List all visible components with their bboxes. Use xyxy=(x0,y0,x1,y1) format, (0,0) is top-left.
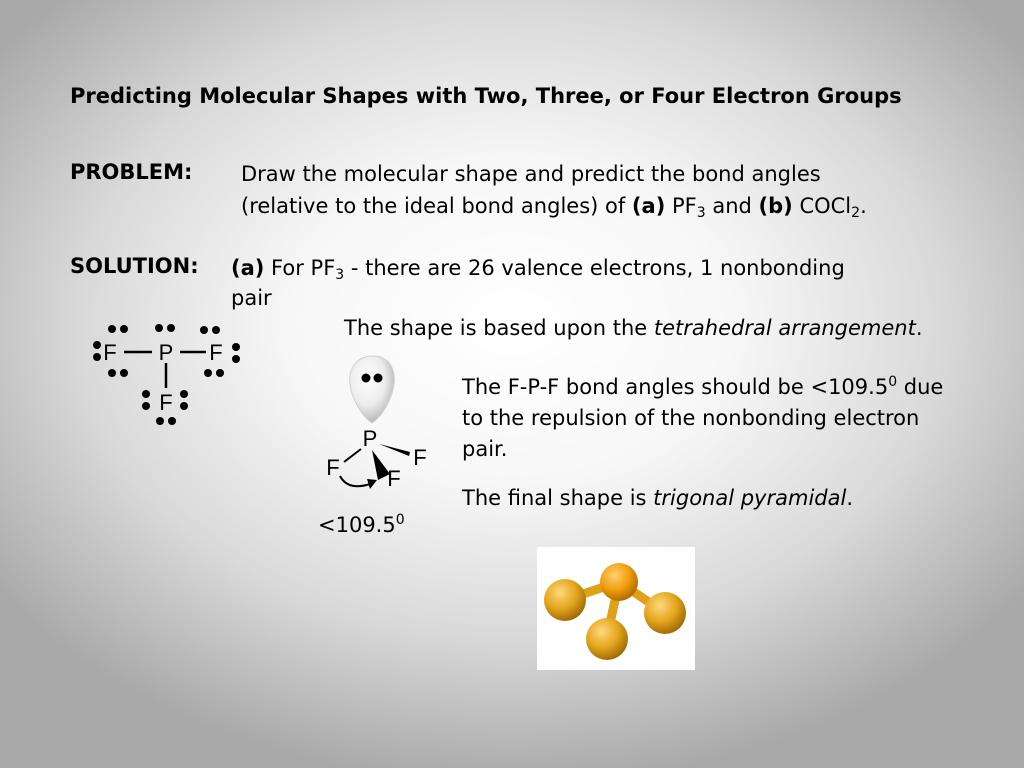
lewis-atom-f-left: F xyxy=(103,340,117,365)
phosphorus-atom-ball xyxy=(600,563,638,601)
formula-pf: PF xyxy=(671,194,697,218)
problem-line-1: Draw the molecular shape and predict the bond angles xyxy=(241,162,821,186)
ball-and-stick-model-image xyxy=(537,547,695,670)
solution-line-2: pair xyxy=(231,286,272,310)
problem-line-2 xyxy=(241,190,867,222)
solution-rest: - there are 26 valence electrons, 1 nonbonding xyxy=(344,256,845,280)
shape-arrangement-text xyxy=(344,312,923,344)
solution-label: SOLUTION: xyxy=(70,254,199,278)
degree-superscript: 0 xyxy=(888,374,898,390)
vsepr-atom-f-front: F xyxy=(387,466,401,491)
vsepr-shape-diagram xyxy=(318,352,432,494)
bond-angle-value: <109.5 xyxy=(318,513,396,537)
shape-text-prefix: The shape is based upon the xyxy=(344,316,654,340)
shape-text-suffix: . xyxy=(915,316,923,340)
formula-subscript: 2 xyxy=(851,205,861,221)
bond-angle-text-line-3: pair. xyxy=(462,437,508,461)
final-shape-emphasis: trigonal pyramidal xyxy=(653,486,847,510)
shape-text-emphasis: tetrahedral arrangement xyxy=(653,316,916,340)
formula-subscript: 3 xyxy=(335,267,345,283)
solution-part-a-label: (a) xyxy=(231,256,265,280)
bond-angle-text-line-1 xyxy=(462,371,943,403)
slide-title: Predicting Molecular Shapes with Two, Three, or Four Electron Groups xyxy=(70,84,902,108)
problem-text: (relative to the ideal bond angles) of xyxy=(241,194,632,218)
part-a-label: (a) xyxy=(631,194,666,218)
formula-subscript: 3 xyxy=(696,205,706,221)
vsepr-atom-f-right: F xyxy=(413,445,427,470)
conjunction: and xyxy=(705,194,759,218)
bond-angle-text-line-2: to the repulsion of the nonbonding electron xyxy=(462,406,920,430)
final-shape-prefix: The final shape is xyxy=(462,486,654,510)
part-b-label: (b) xyxy=(758,194,793,218)
bond-angle-label xyxy=(318,509,405,541)
formula-cocl: COCl xyxy=(799,194,852,218)
lone-pair-lobe xyxy=(350,356,395,423)
problem-label: PROBLEM: xyxy=(70,160,193,184)
lewis-atom-f-bottom: F xyxy=(159,390,173,415)
final-shape-text xyxy=(462,482,853,514)
bond-angle-arc xyxy=(340,476,370,486)
lewis-structure-diagram xyxy=(88,318,248,430)
final-shape-suffix: . xyxy=(846,486,853,510)
bond-angle-text-post: due xyxy=(897,375,944,399)
lewis-atom-p: P xyxy=(158,340,174,365)
bond-angle-arrowhead xyxy=(367,479,377,489)
lone-pair-dot xyxy=(362,374,371,383)
ball-and-stick-model xyxy=(537,547,695,670)
fluorine-atom-ball xyxy=(644,592,686,634)
fluorine-atom-ball xyxy=(586,618,628,660)
hashed-wedge-bond xyxy=(379,444,410,456)
fluorine-atom-ball xyxy=(544,579,586,621)
solution-line-1 xyxy=(231,252,845,284)
lewis-atom-f-right: F xyxy=(209,340,223,365)
vsepr-atom-f-left: F xyxy=(326,455,340,480)
period: . xyxy=(860,194,867,218)
vsepr-atom-p: P xyxy=(362,426,378,451)
degree-superscript: 0 xyxy=(395,512,405,528)
bond-angle-text-pre: The F-P-F bond angles should be <109.5 xyxy=(462,375,889,399)
bond-line xyxy=(344,449,361,462)
solution-for-pf: For PF xyxy=(264,256,336,280)
lone-pair-dot xyxy=(374,374,383,383)
